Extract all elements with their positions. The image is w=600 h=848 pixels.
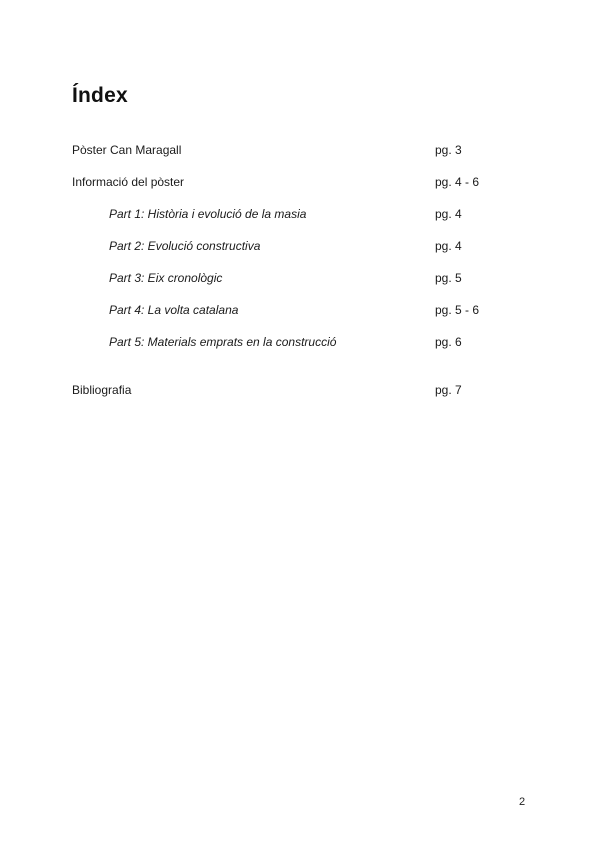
toc-entry-bibliografia [0,381,600,399]
toc-entry-label: Informació del pòster [72,175,185,189]
toc-subentry-part-1 [0,205,600,223]
page-title: Índex [72,84,128,107]
toc-entry-label: Pòster Can Maragall [72,143,182,157]
toc-entry-label: Part 3: Eix cronològic [109,271,223,285]
toc-entry-page: pg. 4 - 6 [435,175,480,189]
toc-entry-label: Part 4: La volta catalana [109,303,239,317]
toc-entry-page: pg. 5 - 6 [435,303,480,317]
toc-subentry-part-4 [0,301,600,319]
toc-entry-page: pg. 5 [435,271,462,285]
toc-entry-poster [0,141,600,159]
toc-entry-label: Part 2: Evolució constructiva [109,239,261,253]
toc-subentry-part-5 [0,333,600,351]
page-number: 2 [519,796,526,808]
toc-subentry-part-3 [0,269,600,287]
toc-entry-page: pg. 4 [435,239,462,253]
toc-entry-label: Bibliografia [72,383,132,397]
toc-subentry-part-2 [0,237,600,255]
toc-entry-page: pg. 3 [435,143,462,157]
toc-entry-label: Part 1: Història i evolució de la masia [109,207,307,221]
toc-entry-page: pg. 7 [435,383,462,397]
toc-entry-page: pg. 4 [435,207,462,221]
toc-entry-page: pg. 6 [435,335,462,349]
toc-entry-informacio [0,173,600,191]
toc-entry-label: Part 5: Materials emprats en la construcció [109,335,337,349]
